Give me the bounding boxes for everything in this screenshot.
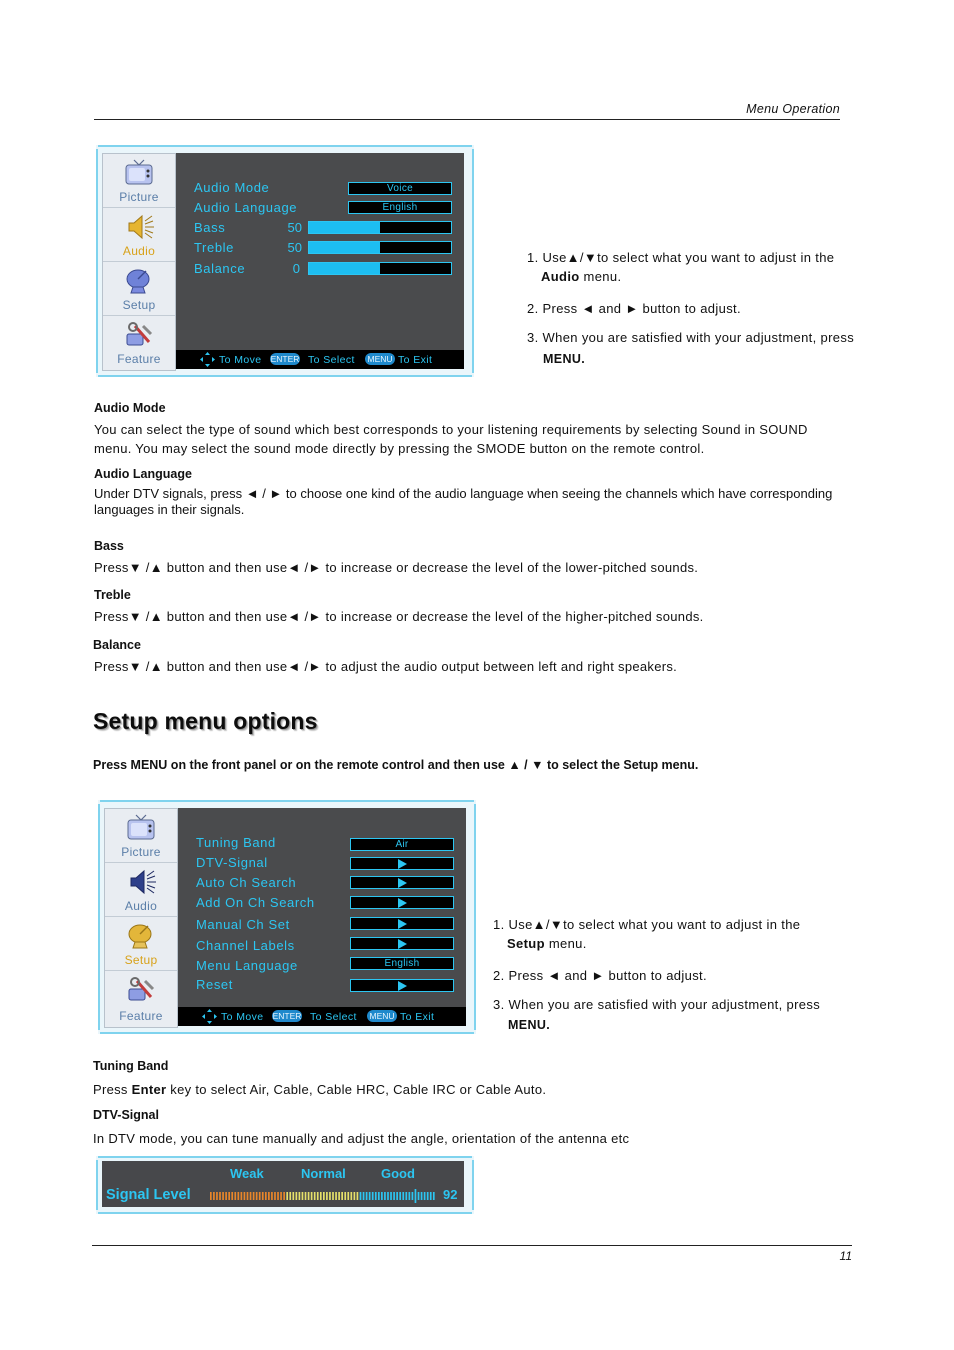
- audio-mode-select[interactable]: Voice: [348, 182, 452, 195]
- signal-tick: [250, 1192, 252, 1200]
- sidebar-label: Picture: [119, 190, 159, 204]
- arrow-right-icon: [398, 878, 407, 888]
- to-move-text: To Move: [221, 1011, 264, 1023]
- signal-tick: [354, 1192, 356, 1200]
- signal-panel: [102, 1161, 464, 1207]
- signal-tick: [216, 1192, 218, 1200]
- signal-tick: [210, 1192, 212, 1200]
- signal-tick: [259, 1192, 261, 1200]
- audio-language-text-2: languages in their signals.: [94, 502, 245, 517]
- signal-tick: [378, 1192, 380, 1200]
- signal-value: 92: [443, 1187, 458, 1202]
- sidebar-item-setup[interactable]: [105, 917, 177, 971]
- manual-ch-set-label: Manual Ch Set: [196, 917, 290, 932]
- audio-mode-text-2: menu. You may select the sound mode directly by pressing the SMODE button on the remote control.: [94, 441, 705, 456]
- treble-text: Press▼ /▲ button and then use◄ /► to increase or decrease the level of the higher-pitched sounds.: [94, 609, 704, 624]
- signal-tick: [433, 1192, 435, 1200]
- setup-step-2: 2. Press ◄ and ► button to adjust.: [493, 968, 707, 983]
- signal-tick: [253, 1192, 255, 1200]
- dtv-signal-text: In DTV mode, you can tune manually and adjust the angle, orientation of the antenna etc: [93, 1131, 630, 1146]
- signal-meter: [210, 1189, 436, 1203]
- sidebar-label: Audio: [122, 244, 156, 258]
- speaker-icon: [121, 212, 157, 242]
- dtv-signal-enter[interactable]: [350, 857, 454, 870]
- signal-tick: [268, 1192, 270, 1200]
- setup-intro: Press MENU on the front panel or on the remote control and then use ▲ / ▼ to select the Setup menu.: [93, 758, 699, 772]
- reset-label: Reset: [196, 977, 233, 992]
- signal-tick: [335, 1192, 337, 1200]
- sidebar-label: Setup: [122, 298, 156, 312]
- signal-tick: [329, 1192, 331, 1200]
- dtv-signal-heading: DTV-Signal: [93, 1108, 159, 1122]
- sidebar-item-feature[interactable]: [103, 316, 175, 369]
- signal-tick: [418, 1192, 420, 1200]
- sidebar-item-picture[interactable]: [103, 154, 175, 208]
- treble-slider[interactable]: [308, 241, 452, 254]
- sidebar-item-feature[interactable]: [105, 971, 177, 1026]
- setup-step-1a: 1. Use▲/▼to select what you want to adjust in the: [493, 917, 801, 932]
- signal-tick: [366, 1192, 368, 1200]
- signal-tick: [421, 1192, 423, 1200]
- speaker-icon: [123, 867, 159, 897]
- signal-tick: [399, 1192, 401, 1200]
- menu-key-icon: MENU: [367, 1010, 397, 1022]
- signal-tick: [231, 1192, 233, 1200]
- signal-tick: [213, 1192, 215, 1200]
- setup-step-3: 3. When you are satisfied with your adjustment, press: [493, 997, 821, 1012]
- signal-tick: [390, 1192, 392, 1200]
- sidebar-label: Feature: [117, 352, 161, 366]
- treble-label: Treble: [194, 240, 234, 255]
- menu-key-icon: MENU: [365, 353, 395, 365]
- tv-icon: [123, 813, 159, 843]
- menu-sidebar: [104, 808, 178, 1028]
- signal-tick: [357, 1192, 359, 1200]
- normal-label: Normal: [301, 1166, 346, 1181]
- audio-language-text-1: Under DTV signals, press ◄ / ► to choose one kind of the audio language when seeing the channels which have corresponding: [94, 486, 833, 501]
- page-number: 11: [839, 1249, 852, 1263]
- signal-tick: [234, 1192, 236, 1200]
- arrow-right-icon: [398, 898, 407, 908]
- add-on-ch-search-label: Add On Ch Search: [196, 895, 315, 910]
- sidebar-item-picture[interactable]: [105, 809, 177, 863]
- arrow-right-icon: [398, 939, 407, 949]
- signal-tick: [427, 1192, 429, 1200]
- tv-icon: [121, 158, 157, 188]
- signal-tick: [415, 1189, 417, 1203]
- to-select-text: To Select: [310, 1011, 357, 1023]
- sidebar-item-setup[interactable]: [103, 262, 175, 316]
- satellite-dish-icon: [123, 921, 159, 951]
- tuning-band-heading: Tuning Band: [93, 1059, 169, 1073]
- signal-tick: [314, 1192, 316, 1200]
- audio-step-1b: Audio menu.: [541, 269, 622, 284]
- to-exit-text: To Exit: [398, 354, 433, 366]
- signal-tick: [244, 1192, 246, 1200]
- audio-language-heading: Audio Language: [94, 467, 192, 481]
- signal-tick: [326, 1192, 328, 1200]
- audio-step-3-bold: MENU.: [543, 352, 586, 366]
- manual-ch-set-enter[interactable]: [350, 917, 454, 930]
- signal-tick: [320, 1192, 322, 1200]
- signal-tick: [372, 1192, 374, 1200]
- signal-tick: [271, 1192, 273, 1200]
- signal-tick: [384, 1192, 386, 1200]
- tools-icon: [123, 975, 159, 1005]
- add-on-ch-search-enter[interactable]: [350, 896, 454, 909]
- to-exit-text: To Exit: [400, 1011, 435, 1023]
- bass-heading: Bass: [94, 539, 124, 553]
- sidebar-label: Feature: [119, 1009, 163, 1023]
- to-move-text: To Move: [219, 354, 262, 366]
- signal-tick: [241, 1192, 243, 1200]
- setup-settings-panel: [178, 808, 466, 1026]
- sidebar-label: Picture: [121, 845, 161, 859]
- move-arrows-icon: [202, 1009, 217, 1024]
- signal-tick: [308, 1192, 310, 1200]
- signal-tick: [283, 1192, 285, 1200]
- arrow-right-icon: [398, 919, 407, 929]
- arrow-right-icon: [398, 859, 407, 869]
- bass-text: Press▼ /▲ button and then use◄ /► to increase or decrease the level of the lower-pitched sounds.: [94, 560, 699, 575]
- balance-heading: Balance: [93, 638, 141, 652]
- osd-help-bar: [176, 350, 464, 369]
- setup-step-1b: Setup menu.: [507, 936, 587, 951]
- signal-tick: [402, 1192, 404, 1200]
- signal-tick: [350, 1192, 352, 1200]
- dtv-signal-label: DTV-Signal: [196, 855, 268, 870]
- signal-level-label: Signal Level: [106, 1187, 191, 1203]
- signal-tick: [280, 1192, 282, 1200]
- signal-tick: [424, 1192, 426, 1200]
- page-header: [94, 102, 840, 120]
- signal-tick: [338, 1192, 340, 1200]
- signal-level-screenshot: [96, 1156, 474, 1214]
- arrow-right-icon: [398, 981, 407, 991]
- signal-tick: [237, 1192, 239, 1200]
- to-select-text: To Select: [308, 354, 355, 366]
- channel-labels-enter[interactable]: [350, 937, 454, 950]
- signal-tick: [228, 1192, 230, 1200]
- audio-menu-screenshot: [96, 145, 474, 377]
- signal-tick: [347, 1192, 349, 1200]
- signal-tick: [286, 1192, 288, 1200]
- signal-tick: [302, 1192, 304, 1200]
- tuning-band-select[interactable]: Air: [350, 838, 454, 851]
- menu-language-label: Menu Language: [196, 958, 298, 973]
- audio-step-3: 3. When you are satisfied with your adjustment, press: [527, 330, 855, 345]
- channel-labels-label: Channel Labels: [196, 938, 295, 953]
- treble-heading: Treble: [94, 588, 131, 602]
- move-arrows-icon: [200, 352, 215, 367]
- reset-enter[interactable]: [350, 979, 454, 992]
- signal-tick: [405, 1192, 407, 1200]
- signal-tick: [363, 1192, 365, 1200]
- signal-tick: [412, 1192, 414, 1200]
- audio-mode-heading: Audio Mode: [94, 401, 166, 415]
- signal-tick: [396, 1192, 398, 1200]
- audio-step-1a: 1. Use▲/▼to select what you want to adjust in the: [527, 250, 835, 265]
- signal-tick: [311, 1192, 313, 1200]
- setup-step-3-bold: MENU.: [508, 1018, 551, 1032]
- signal-tick: [296, 1192, 298, 1200]
- sidebar-label: Audio: [124, 899, 158, 913]
- signal-tick: [289, 1192, 291, 1200]
- bass-slider[interactable]: [308, 221, 452, 234]
- signal-tick: [247, 1192, 249, 1200]
- signal-tick: [317, 1192, 319, 1200]
- signal-tick: [323, 1192, 325, 1200]
- signal-tick: [369, 1192, 371, 1200]
- sidebar-item-audio[interactable]: [105, 863, 177, 917]
- signal-tick: [360, 1192, 362, 1200]
- balance-label: Balance: [194, 261, 246, 276]
- signal-tick: [305, 1192, 307, 1200]
- audio-settings-panel: [176, 153, 464, 369]
- signal-tick: [393, 1192, 395, 1200]
- enter-key-icon: ENTER: [270, 354, 300, 364]
- audio-language-label: Audio Language: [194, 200, 298, 215]
- page-footer: [92, 1245, 852, 1263]
- signal-tick: [265, 1192, 267, 1200]
- sidebar-label: Setup: [124, 953, 158, 967]
- signal-tick: [219, 1192, 221, 1200]
- signal-tick: [299, 1192, 301, 1200]
- audio-step-2: 2. Press ◄ and ► button to adjust.: [527, 301, 741, 316]
- enter-key-icon: ENTER: [272, 1011, 302, 1021]
- treble-value: 50: [287, 240, 302, 255]
- auto-ch-search-label: Auto Ch Search: [196, 875, 297, 890]
- satellite-dish-icon: [121, 266, 157, 296]
- bass-value: 50: [287, 220, 302, 235]
- tools-icon: [121, 320, 157, 350]
- menu-language-select[interactable]: English: [350, 957, 454, 970]
- sidebar-item-audio[interactable]: [103, 208, 175, 262]
- audio-mode-label: Audio Mode: [194, 180, 270, 195]
- signal-tick: [387, 1192, 389, 1200]
- good-label: Good: [381, 1166, 415, 1181]
- bass-label: Bass: [194, 220, 226, 235]
- signal-tick: [262, 1192, 264, 1200]
- balance-value: 0: [292, 261, 300, 276]
- signal-tick: [332, 1192, 334, 1200]
- tuning-band-text: Press Enter key to select Air, Cable, Cable HRC, Cable IRC or Cable Auto.: [93, 1082, 547, 1097]
- signal-tick: [222, 1192, 224, 1200]
- setup-heading: Setup menu options: [93, 708, 318, 734]
- signal-tick: [409, 1192, 411, 1200]
- signal-tick: [344, 1192, 346, 1200]
- section-title: Menu Operation: [746, 102, 840, 116]
- osd-help-bar: [178, 1007, 466, 1026]
- signal-tick: [292, 1192, 294, 1200]
- setup-menu-screenshot: [98, 800, 476, 1034]
- signal-tick: [430, 1192, 432, 1200]
- signal-tick: [256, 1192, 258, 1200]
- audio-mode-text-1: You can select the type of sound which best corresponds to your listening requirements by selecting Sound in SOUND: [94, 422, 808, 437]
- tuning-band-label: Tuning Band: [196, 835, 276, 850]
- menu-sidebar: [102, 153, 176, 371]
- audio-language-select[interactable]: English: [348, 201, 452, 214]
- balance-text: Press▼ /▲ button and then use◄ /► to adjust the audio output between left and right speakers.: [94, 659, 678, 674]
- signal-tick: [277, 1192, 279, 1200]
- signal-tick: [375, 1192, 377, 1200]
- signal-tick: [274, 1192, 276, 1200]
- signal-tick: [225, 1192, 227, 1200]
- signal-tick: [381, 1192, 383, 1200]
- signal-tick: [341, 1192, 343, 1200]
- weak-label: Weak: [230, 1166, 264, 1181]
- auto-ch-search-enter[interactable]: [350, 876, 454, 889]
- balance-slider[interactable]: [308, 262, 452, 275]
